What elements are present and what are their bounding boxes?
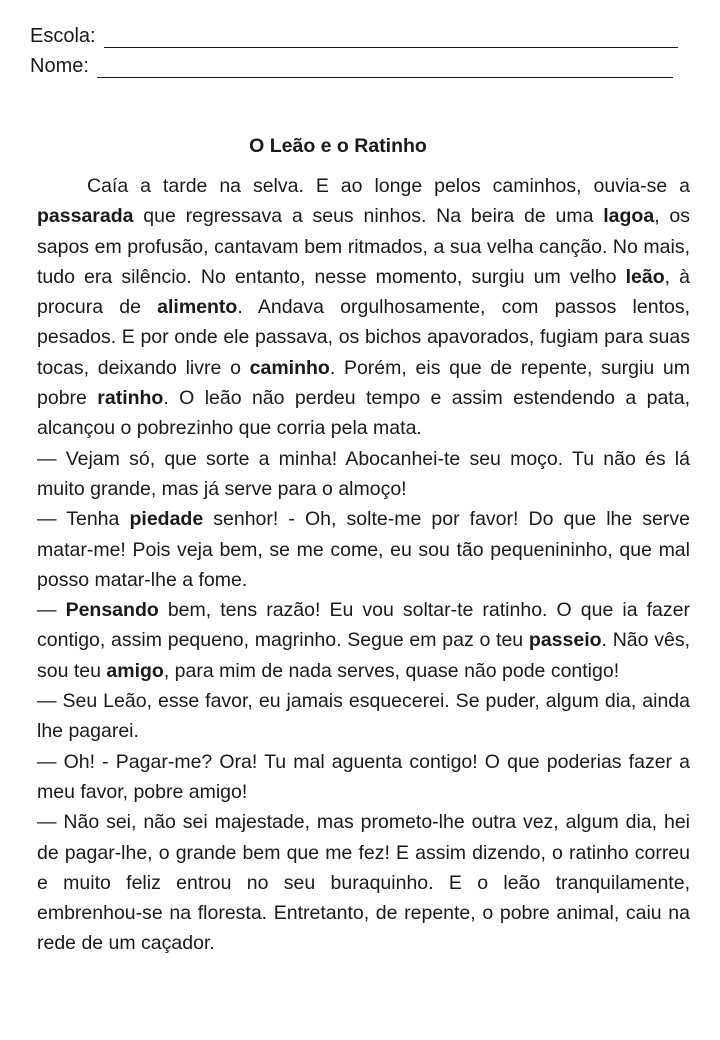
highlighted-word: passeio [528,629,602,652]
text-run: senhor! - Oh, solte-me por favor! Do que lhe serve matar-me! Pois veja bem, se me come, eu sou tão pequenininho, que mal posso matar-lhe a fome. [37,508,690,591]
story-body [37,171,690,959]
highlighted-word: passarada [37,205,134,228]
text-run: — Vejam só, que sorte a minha! Abocanhei-te seu moço. Tu não és lá muito grande, mas já serve para o almoço! [37,447,690,500]
text-run: — Oh! - Pagar-me? Ora! Tu mal aguenta contigo! O que poderias fazer a meu favor, pobre amigo! [37,750,690,803]
highlighted-word: alimento [157,296,238,319]
highlighted-word: amigo [106,659,164,682]
text-run: . O leão não perdeu tempo e assim estendendo a pata, alcançou o pobrezinho que corria pela mata. [37,387,690,440]
text-run: — Tenha [37,508,130,531]
highlighted-word: ratinho [97,387,164,410]
school-label: Escola: [30,25,96,47]
text-run: . Porém, eis que de repente, surgiu um pobre [37,356,690,410]
text-run: bem, tens razão! Eu vou soltar-te ratinho. O que ia fazer contigo, assim pequeno, magrinho. Segue em paz o teu [37,599,690,652]
text-run: — Seu Leão, esse favor, eu jamais esquecerei. Se puder, algum dia, ainda lhe pagarei. [37,690,690,743]
text-run: — [37,599,66,622]
text-run: . Não vês, sou teu [37,629,691,682]
story-paragraph [37,807,690,958]
school-field [30,24,678,48]
name-blank-line[interactable] [97,57,673,78]
name-label: Nome: [30,55,89,77]
name-field [30,54,673,78]
story-paragraph [37,747,690,808]
text-run: Caía a tarde na selva. E ao longe pelos caminhos, ouvia-se a [87,175,690,197]
story-paragraph [37,444,690,505]
story-paragraph [37,686,690,747]
highlighted-word: leão [625,265,665,288]
highlighted-word: piedade [129,508,204,531]
story-paragraph [37,504,690,595]
text-run: — Não sei, não sei majestade, mas prometo-lhe outra vez, algum dia, hei de pagar-lhe, o grande bem que me fez! E assim dizendo, o ratinho correu e muito feliz entrou no seu buraquinho. E o leão tranquilamente, embrenhou-se na floresta. Entretanto, de repente, o pobre animal, caiu na rede de um caçador. [37,811,690,955]
story-paragraph [37,171,690,444]
story-title: O Leão e o Ratinho [249,135,427,157]
highlighted-word: Pensando [65,599,159,622]
highlighted-word: caminho [249,356,330,379]
school-blank-line[interactable] [104,27,678,48]
highlighted-word: lagoa [603,205,655,228]
text-run: . Andava orgulhosamente, com passos lentos, pesados. E por onde ele passava, os bichos apavorados, fugiam para suas tocas, deixando livre o [37,296,690,379]
text-run: , os sapos em profusão, cantavam bem ritmados, a sua velha canção. No mais, tudo era silêncio. No entanto, nesse momento, surgiu um velho [37,205,690,288]
text-run: , à procura de [37,265,690,319]
story-paragraph [37,595,690,686]
text-run: , para mim de nada serves, quase não pode contigo! [163,659,620,682]
text-run: que regressava a seus ninhos. Na beira de uma [133,205,604,228]
